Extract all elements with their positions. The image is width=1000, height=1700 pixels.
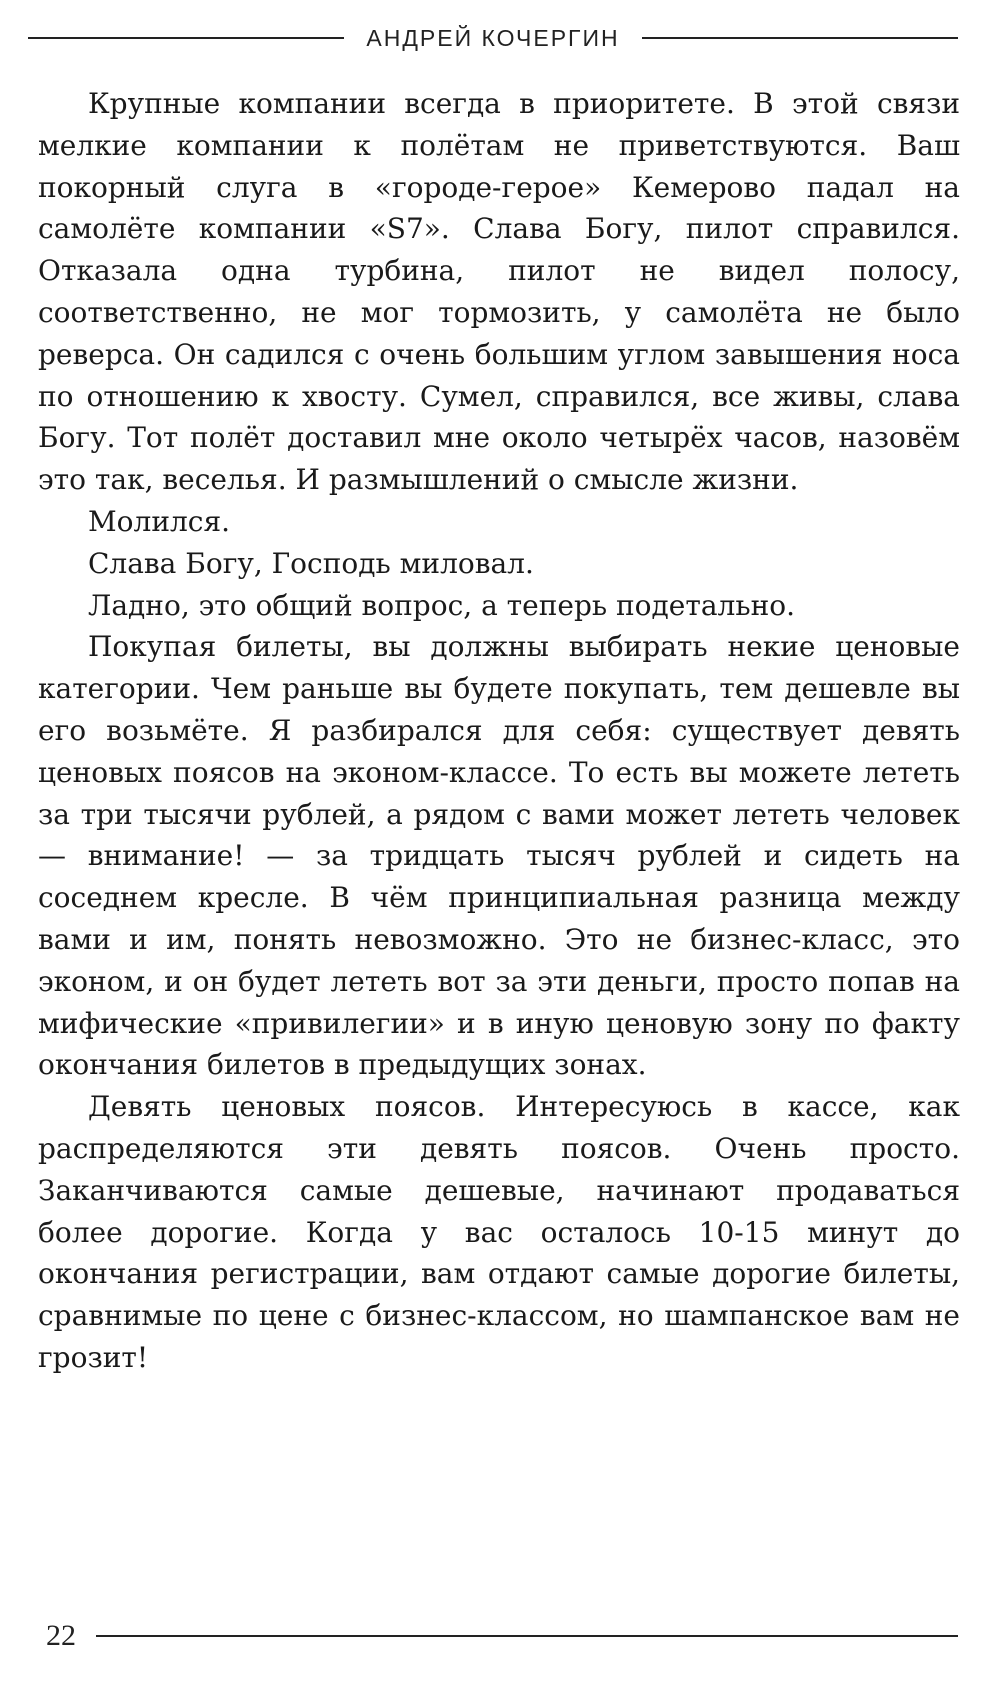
paragraph: Слава Богу, Господь миловал. [88,546,534,580]
header-rule-left [28,37,344,39]
page-number: 22 [46,1619,76,1652]
body-text [38,83,960,1379]
page-footer [46,1616,958,1656]
paragraph: Девять ценовых поясов. Интересуюсь в кассе, как распределяются эти девять поясов. Очень просто. Заканчиваются самые дешевые, начинают продаваться более дорогие. Когда у вас осталось 10-15 минут до окончания регистрации, вам отдают самые дорогие билеты, сравнимые по цене с бизнес-классом, но шампанское вам не грозит! [38,1090,960,1374]
footer-rule [96,1635,958,1637]
header-rule-right [642,37,958,39]
author-name: АНДРЕЙ КОЧЕРГИН [366,24,620,51]
paragraph: Ладно, это общий вопрос, а теперь подетально. [88,588,795,622]
running-header [28,18,958,58]
paragraph: Молился. [88,504,231,538]
paragraph: Покупая билеты, вы должны выбирать некие ценовые категории. Чем раньше вы будете покупать, тем дешевле вы его возьмёте. Я разбирался для себя: существует девять ценовых поясов на эконом-классе. То есть вы можете лететь за три тысячи рублей, а рядом с вами может лететь человек — внимание! — за тридцать тысяч рублей и сидеть на соседнем кресле. В чём принципиальная разница между вами и им, понять невозможно. Это не бизнес-класс, это эконом, и он будет лететь вот за эти деньги, просто попав на мифические «привилегии» и в иную ценовую зону по факту окончания билетов в предыдущих зонах. [38,630,960,1082]
paragraph: Крупные компании всегда в приоритете. В этой связи мелкие компании к полётам не приветствуются. Ваш покорный слуга в «городе-герое» Кемерово падал на самолёте компании «S7». Слава Богу, пилот справился. Отказала одна турбина, пилот не видел полосу, соответственно, не мог тормозить, у самолёта не было реверса. Он садился с очень большим углом завышения носа по отношению к хвосту. Сумел, справился, все живы, слава Богу. Тот полёт доставил мне около четырёх часов, назовём это так, веселья. И размышлений о смысле жизни. [38,87,960,497]
